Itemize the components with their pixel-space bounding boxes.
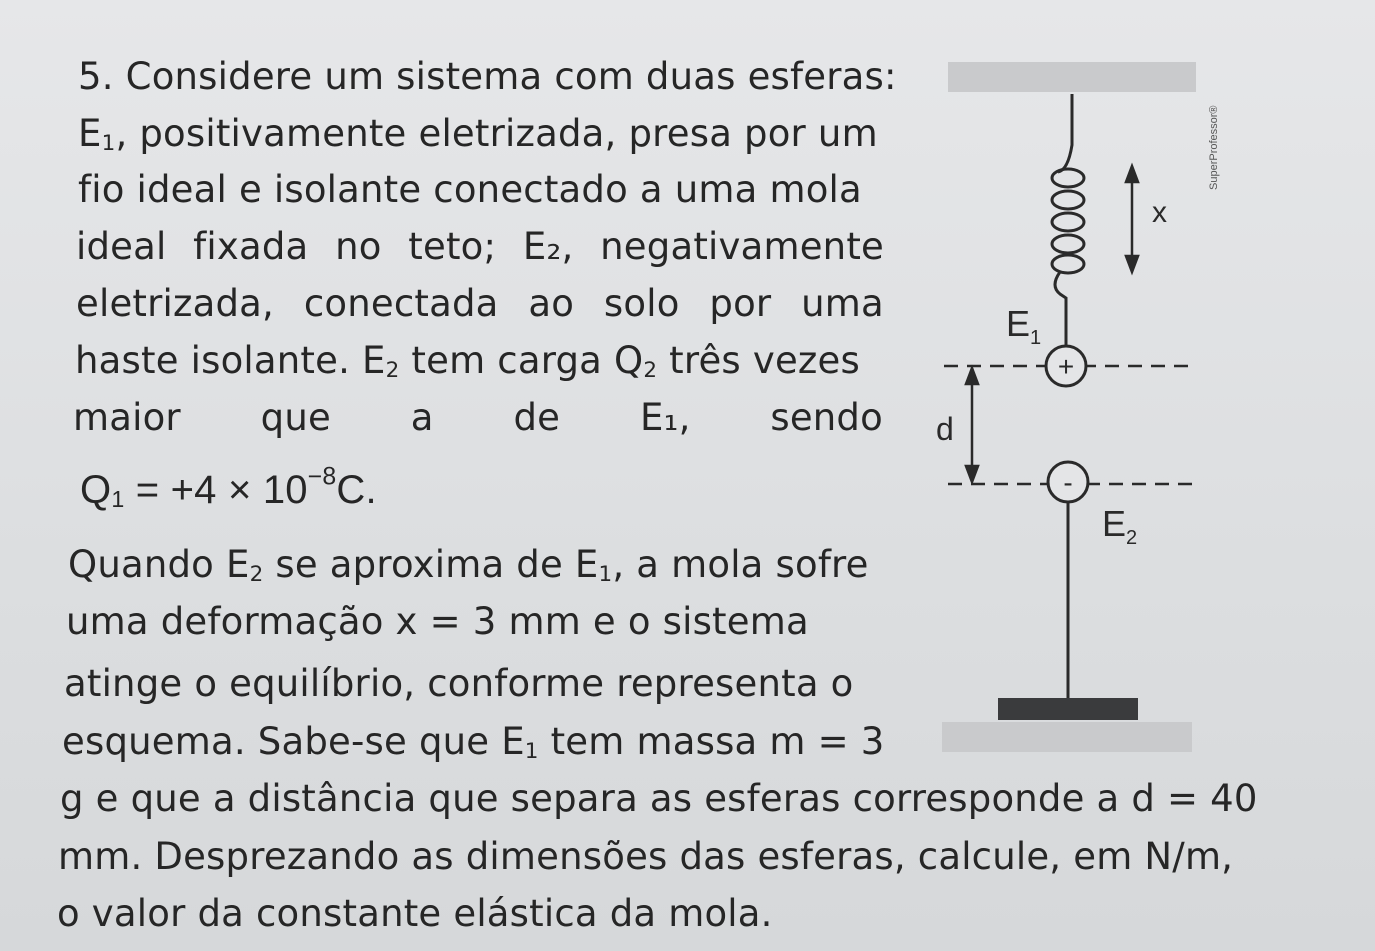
exponent: −8 (307, 463, 337, 491)
question-line-10: uma deformação x = 3 mm e o sistema (66, 600, 809, 643)
word: uma (801, 282, 884, 325)
question-line-4 (76, 225, 884, 269)
word: a (410, 396, 434, 439)
word: por (709, 282, 772, 325)
question-line-14: mm. Desprezando as dimensões das esferas, calcule, em N/m, (58, 835, 1234, 878)
word: conectada (303, 282, 499, 325)
text-span: , a mola sofre (612, 543, 869, 586)
subscript: 1 (111, 486, 125, 513)
question-line-6 (75, 339, 860, 383)
word: ao (528, 282, 575, 325)
charge-formula (80, 463, 377, 513)
word: fixada (193, 225, 309, 268)
question-line-11: atinge o equilíbrio, conforme representa o (64, 662, 854, 705)
text-span: se aproxima de E (263, 543, 599, 586)
subscript: 2 (643, 357, 658, 383)
subscript: 1 (598, 561, 613, 587)
text-span: = +4 × 10 (124, 468, 308, 512)
spring-coils (1052, 169, 1084, 273)
question-line-13: g e que a distância que separa as esferas corresponde a d = 40 (60, 777, 1258, 820)
subscript: 1 (101, 130, 116, 156)
spring-spheres-diagram (900, 50, 1210, 760)
text-span: C. (336, 468, 377, 512)
text-span: haste isolante. E (75, 339, 386, 382)
word: negativamente (600, 225, 884, 268)
word: eletrizada, (76, 282, 275, 325)
word: ideal (76, 225, 167, 268)
question-line-5 (76, 282, 884, 326)
spring-bottom-wire (1055, 272, 1066, 346)
word: solo (603, 282, 680, 325)
word: no (335, 225, 382, 268)
text-span: esquema. Sabe-se que E (62, 720, 525, 763)
text-span: tem carga Q (399, 339, 644, 382)
question-line-1: 5. Considere um sistema com duas esferas: (78, 55, 897, 98)
watermark: SuperProfessor® (1208, 105, 1220, 190)
word: de (513, 396, 561, 439)
word: E₁, (639, 396, 691, 439)
subscript: 2 (385, 357, 400, 383)
subscript: 2 (249, 561, 264, 587)
minus-sign: - (1063, 467, 1073, 498)
text-span: tem massa m = 3 (538, 720, 885, 763)
label-d: d (936, 411, 954, 447)
word: sendo (770, 396, 883, 439)
text-span: , positivamente eletrizada, presa por um (115, 112, 878, 155)
subscript: 1 (524, 738, 539, 764)
plus-sign: + (1057, 351, 1075, 382)
label-e1: $E_1$ (1006, 303, 1042, 349)
ceiling (948, 62, 1196, 92)
spring-top-wire (1058, 94, 1072, 172)
word: E₂, (522, 225, 574, 268)
ground (942, 722, 1192, 752)
distance-arrow (966, 368, 978, 482)
text-span: Quando E (68, 543, 250, 586)
word: que (260, 396, 331, 439)
question-line-3: fio ideal e isolante conectado a uma mola (78, 168, 862, 211)
text-span: três vezes (657, 339, 860, 382)
label-e2: $E_2$ (1102, 503, 1138, 549)
question-line-12 (62, 720, 885, 764)
base-plate (998, 698, 1138, 720)
text-e1: E (78, 112, 102, 155)
question-line-2 (78, 112, 878, 156)
question-line-15: o valor da constante elástica da mola. (57, 892, 773, 935)
text-span: Q (80, 468, 112, 512)
word: teto; (408, 225, 497, 268)
word: maior (73, 396, 181, 439)
question-line-9 (68, 543, 869, 587)
label-x: x (1152, 196, 1167, 229)
question-line-7 (73, 396, 883, 440)
deformation-arrow (1126, 166, 1138, 272)
